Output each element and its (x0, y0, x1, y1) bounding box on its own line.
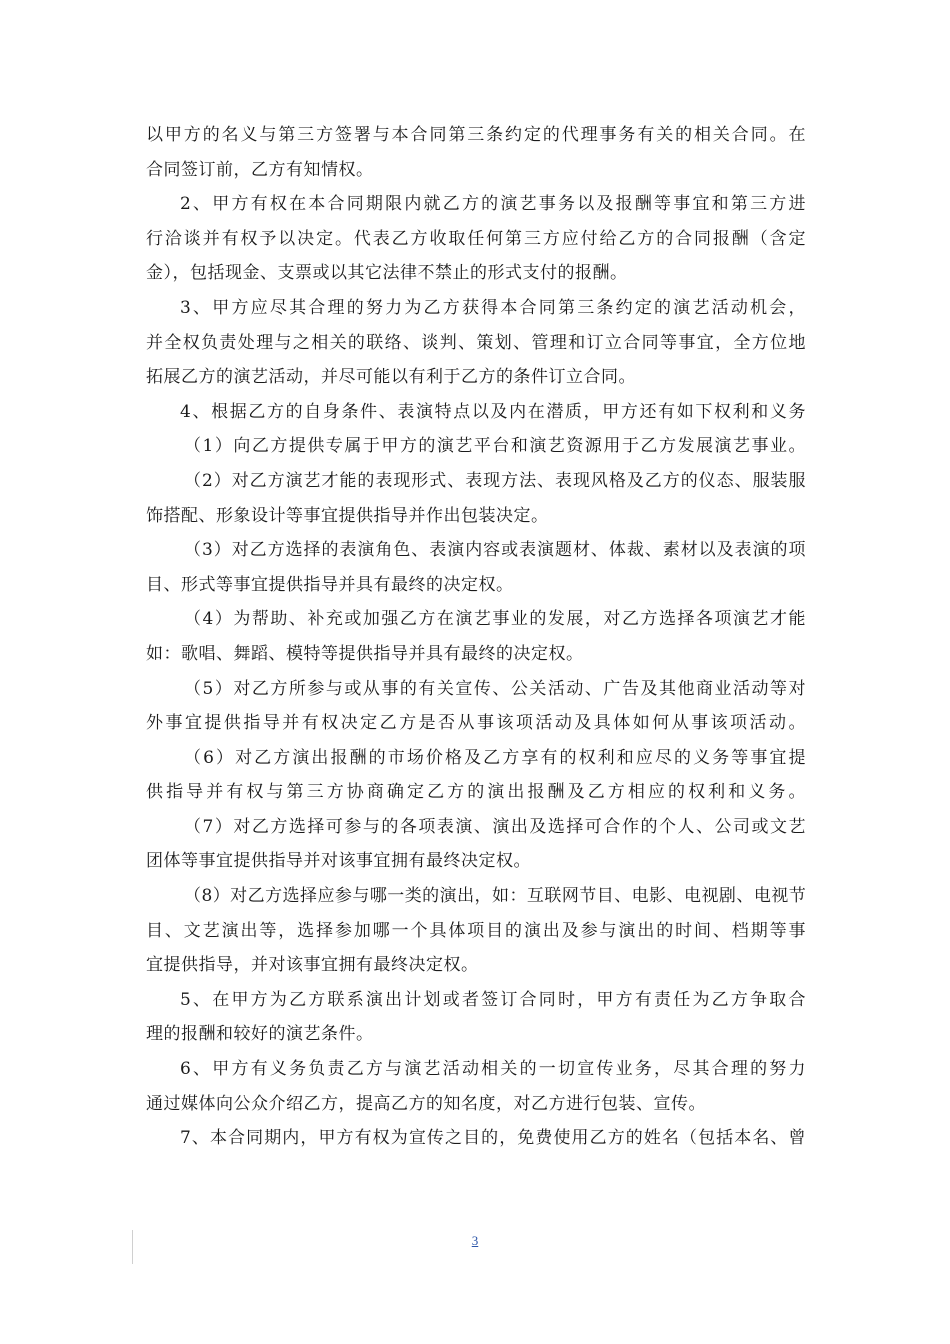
paragraph-line: 合同签订前，乙方有知情权。 (146, 159, 374, 180)
item-1-line: （1）向乙方提供专属于甲方的演艺平台和演艺资源用于乙方发展演艺事业。 (184, 436, 806, 457)
page-number: 3 (471, 1233, 479, 1248)
paragraph-line: 理的报酬和较好的演艺条件。 (146, 1024, 374, 1045)
clause-7-line: 7、本合同期内，甲方有权为宣传之目的，免费使用乙方的姓名（包括本名、曾 (180, 1128, 806, 1149)
paragraph-line: 目、形式等事宜提供指导并具有最终的决定权。 (146, 574, 514, 595)
item-2-line: （2）对乙方演艺才能的表现形式、表现方法、表现风格及乙方的仪态、服装服 (184, 470, 806, 491)
document-body (146, 118, 806, 1156)
item-7-line: （7）对乙方选择可参与的各项表演、演出及选择可合作的个人、公司或文艺 (184, 816, 806, 837)
paragraph-line: 拓展乙方的演艺活动，并尽可能以有利于乙方的条件订立合同。 (146, 367, 636, 388)
paragraph-line: 饰搭配、形象设计等事宜提供指导并作出包装决定。 (146, 505, 549, 526)
paragraph-line: 以甲方的名义与第三方签署与本合同第三条约定的代理事务有关的相关合同。在 (146, 125, 806, 145)
paragraph-line: 外事宜提供指导并有权决定乙方是否从事该项活动及具体如何从事该项活动。 (146, 713, 806, 734)
clause-5-line: 5、在甲方为乙方联系演出计划或者签订合同时，甲方有责任为乙方争取合 (180, 989, 806, 1010)
paragraph-line: 通过媒体向公众介绍乙方，提高乙方的知名度，对乙方进行包装、宣传。 (146, 1093, 706, 1114)
clause-4-line: 4、根据乙方的自身条件、表演特点以及内在潜质，甲方还有如下权利和义务 (180, 401, 806, 422)
clause-2-line: 2、甲方有权在本合同期限内就乙方的演艺事务以及报酬等事宜和第三方进 (180, 194, 806, 215)
paragraph-line: 团体等事宜提供指导并对该事宜拥有最终决定权。 (146, 851, 531, 872)
paragraph-line: 如：歌唱、舞蹈、模特等提供指导并具有最终的决定权。 (146, 643, 584, 664)
paragraph-line: 宜提供指导，并对该事宜拥有最终决定权。 (146, 955, 479, 976)
footer-margin-rule (132, 1230, 133, 1264)
paragraph-line: 行洽谈并有权予以决定。代表乙方收取任何第三方应付给乙方的合同报酬（含定 (146, 228, 806, 249)
item-4-line: （4）为帮助、补充或加强乙方在演艺事业的发展，对乙方选择各项演艺才能 (184, 609, 806, 630)
item-5-line: （5）对乙方所参与或从事的有关宣传、公关活动、广告及其他商业活动等对 (184, 678, 806, 699)
item-3-line: （3）对乙方选择的表演角色、表演内容或表演题材、体裁、素材以及表演的项 (184, 540, 806, 561)
paragraph-line: 供指导并有权与第三方协商确定乙方的演出报酬及乙方相应的权利和义务。 (146, 782, 806, 803)
paragraph-line: 目、文艺演出等，选择参加哪一个具体项目的演出及参与演出的时间、档期等事 (146, 920, 806, 941)
clause-3-line: 3、甲方应尽其合理的努力为乙方获得本合同第三条约定的演艺活动机会， (180, 297, 806, 318)
item-8-line: （8）对乙方选择应参与哪一类的演出，如：互联网节目、电影、电视剧、电视节 (184, 886, 806, 907)
item-6-line: （6）对乙方演出报酬的市场价格及乙方享有的权利和应尽的义务等事宜提 (184, 747, 806, 768)
clause-6-line: 6、甲方有义务负责乙方与演艺活动相关的一切宣传业务，尽其合理的努力 (180, 1059, 806, 1080)
paragraph-line: 金），包括现金、支票或以其它法律不禁止的形式支付的报酬。 (146, 263, 628, 284)
paragraph-line: 并全权负责处理与之相关的联络、谈判、策划、管理和订立合同等事宜，全方位地 (146, 332, 806, 353)
